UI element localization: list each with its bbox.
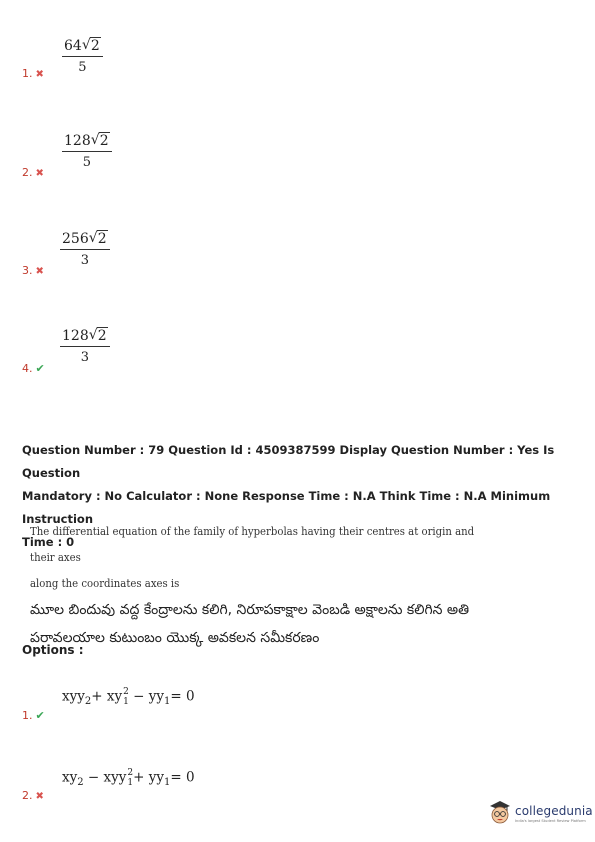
radicand: 2 (97, 231, 107, 247)
equation-subscript: 1 (163, 777, 171, 789)
equation-term: xyy (62, 688, 85, 705)
checkmark-icon: ✔ (35, 709, 45, 722)
logo-tagline: India's largest Student Review Platform (515, 818, 586, 823)
prev-option-1-number (22, 67, 44, 80)
equation-superscript: 2 (127, 768, 134, 778)
question-telugu-line-1: మూల బిందువు వద్ద కేంద్రాలను కలిగి, నిరూపకాక్షాల వెంబడి అక్షాలను కలిగిన అతి (30, 602, 470, 618)
option-number: 2. (22, 789, 33, 802)
prev-option-2-fraction (62, 133, 112, 170)
question-english-line-1: The differential equation of the family of hyperbolas having their centres at origin and their axes (30, 524, 475, 564)
equation-subscript: 1 (163, 696, 171, 708)
cross-icon: ✖ (35, 69, 44, 80)
denominator: 3 (80, 350, 89, 365)
option-number: 3. (22, 264, 33, 277)
question-telugu-line-2: పరావలయాల కుటుంబం యొక్క అవకలన సమీకరణం (30, 630, 320, 646)
option-number: 2. (22, 166, 33, 179)
question-text (30, 518, 550, 652)
equation-term: xy (62, 769, 78, 786)
option-1-number (22, 709, 45, 722)
cross-icon: ✖ (35, 266, 44, 277)
option-number: 1. (22, 709, 33, 722)
equation-term: = 0 (170, 688, 195, 705)
logo-name: collegedunia (515, 803, 593, 818)
option-number: 1. (22, 67, 33, 80)
options-label: Options : (22, 643, 84, 657)
radicand: 2 (97, 328, 107, 344)
sqrt-symbol (91, 133, 110, 149)
cross-icon: ✖ (35, 168, 44, 179)
sqrt-symbol (82, 38, 101, 54)
equation-term: + xy (91, 688, 123, 705)
radicand: 2 (99, 133, 109, 149)
denominator: 5 (82, 155, 91, 170)
question-meta-line-1: Question Number : 79 Question Id : 4509387599 Display Question Number : Yes Is Question (22, 443, 555, 480)
numerator-coefficient: 128 (62, 328, 89, 344)
numerator-coefficient: 128 (64, 133, 91, 149)
prev-option-1-fraction (62, 38, 103, 75)
option-1-equation (62, 687, 195, 707)
prev-option-4-number (22, 362, 45, 375)
equation-subscript: 2 (77, 777, 84, 789)
option-2-number (22, 789, 44, 802)
sqrt-symbol (89, 328, 108, 344)
collegedunia-logo (488, 800, 593, 826)
prev-option-2-number (22, 166, 44, 179)
equation-term: + yy (133, 769, 164, 786)
equation-superscript: 2 (123, 687, 129, 697)
checkmark-icon: ✔ (35, 362, 45, 375)
equation-subscript: 1 (127, 778, 134, 788)
question-meta-line-2: Mandatory : No Calculator : None Response Time : N.A Think Time : N.A Minimum Instruction (22, 489, 551, 526)
radicand: 2 (90, 38, 100, 54)
equation-term: = 0 (170, 769, 195, 786)
equation-term: − yy (128, 688, 164, 705)
prev-option-3-fraction (60, 231, 110, 268)
logo-text (515, 804, 593, 823)
numerator-coefficient: 64 (64, 38, 82, 54)
denominator: 5 (78, 60, 87, 75)
prev-option-4-fraction (60, 328, 110, 365)
equation-subscript: 2 (84, 696, 92, 708)
equation-term: − xyy (83, 769, 127, 786)
option-number: 4. (22, 362, 33, 375)
cross-icon: ✖ (35, 791, 44, 802)
numerator-coefficient: 256 (62, 231, 89, 247)
option-2-equation (62, 768, 195, 788)
question-english-line-2: along the coordinates axes is (30, 576, 180, 590)
prev-option-3-number (22, 264, 44, 277)
mascot-icon (488, 800, 512, 826)
sqrt-symbol (89, 231, 108, 247)
equation-subscript: 1 (123, 697, 129, 707)
denominator: 3 (80, 253, 89, 268)
question-meta-line-3: Time : 0 (22, 535, 75, 549)
